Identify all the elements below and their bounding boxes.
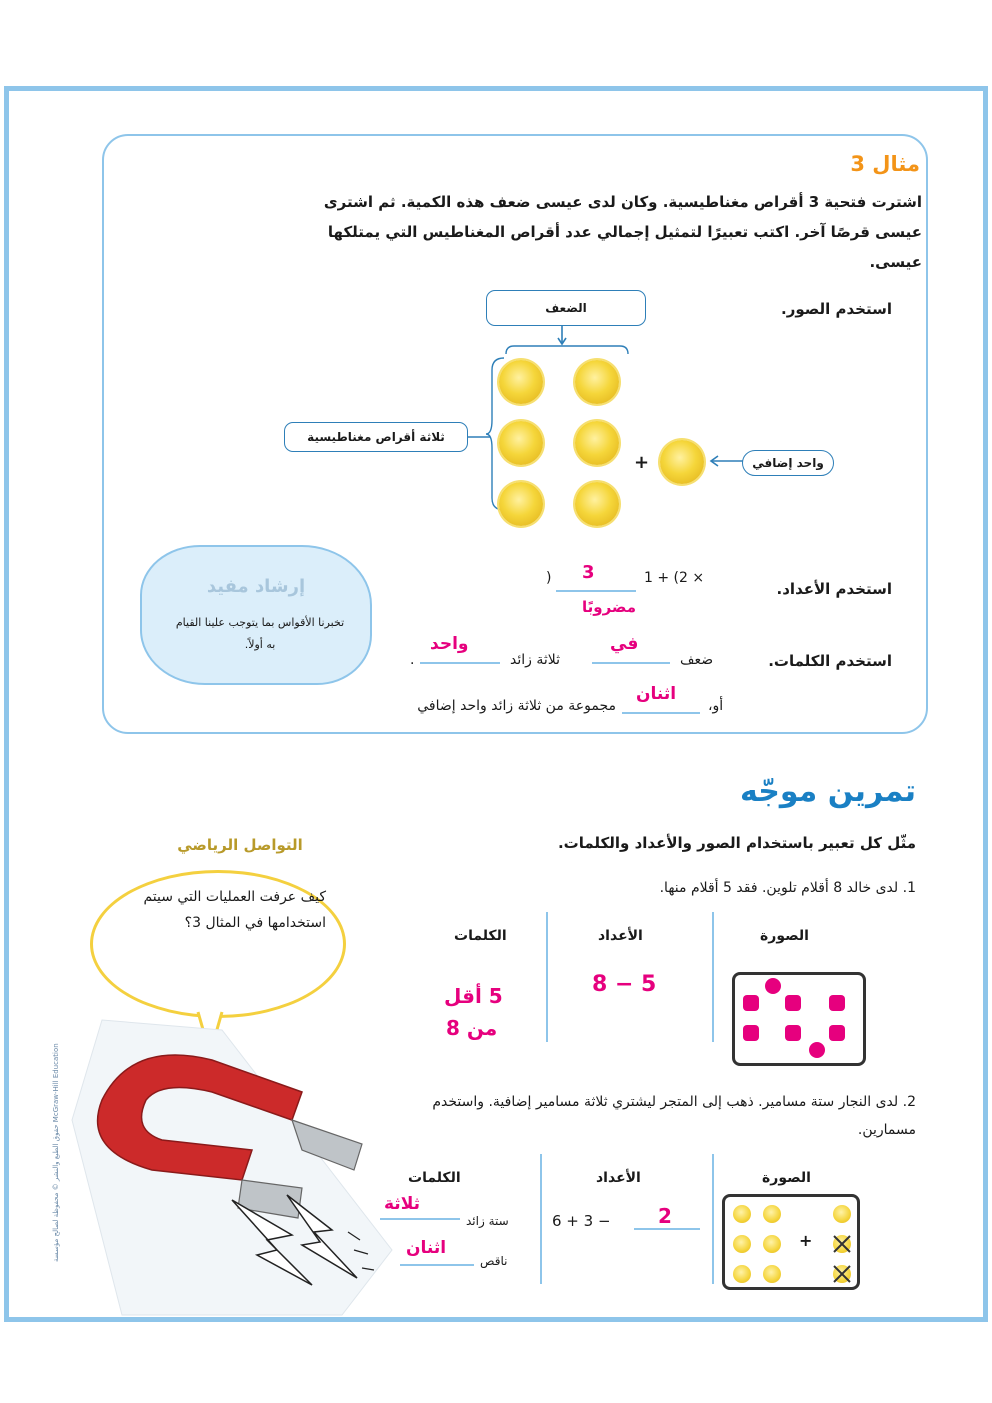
cross-mark-icon — [831, 1263, 853, 1285]
guided-instruction: مثّل كل تعبير باستخدام الصور والأعداد والكلمات. — [557, 834, 916, 852]
q2-words-blank2-value: اثنان — [406, 1238, 447, 1258]
hint-title: إرشاد مفيد — [206, 576, 306, 597]
cross-mark-icon — [831, 1233, 853, 1255]
q2-numbers-blank-line — [634, 1228, 700, 1230]
q2-number: 2. — [902, 1094, 916, 1110]
use-pictures-label: استخدم الصور. — [781, 300, 892, 318]
q2-numbers-blank-value: 2 — [658, 1204, 672, 1228]
sidebar-credit: حقوق الطبع والنشر © محفوظة لصالح مؤسسة McGraw-Hill Education — [52, 1043, 60, 1262]
q1-col-picture: الصورة — [760, 928, 809, 944]
q2-col-words: الكلمات — [408, 1170, 461, 1186]
dot — [733, 1205, 751, 1223]
q1-text — [496, 880, 916, 896]
q1-number: 1. — [902, 880, 916, 896]
expression-left: 1 + (2 × — [644, 570, 705, 586]
dot — [809, 1042, 825, 1058]
dot — [763, 1265, 781, 1283]
q1-divider-1 — [712, 912, 714, 1042]
or-blank-value: اثنان — [636, 684, 677, 704]
example-problem: اشترت فتحية 3 أقراص مغناطيسية. وكان لدى عيسى ضعف هذه الكمية. ثم اشترى عيسى قرصًا آخر. اكتب تعبيرًا لتمثيل إجمالي عدد أقراص المغناطيس التي يمتلكها عيسى. — [323, 193, 922, 271]
q2-statement: لدى النجار ستة مسامير. ذهب إلى المتجر ليشتري ثلاثة مسامير إضافية. واستخدم مسمارين. — [432, 1094, 916, 1138]
expression-blank-value: 3 — [582, 562, 595, 583]
dot — [765, 978, 781, 994]
coin — [499, 421, 543, 465]
q2-words-line1-prefix: ستة زائد — [466, 1214, 509, 1228]
double-label: الضعف — [486, 290, 646, 326]
q2-picture-card — [722, 1194, 860, 1290]
crossed-dot — [743, 995, 759, 1011]
q2-words-line2-prefix: ناقص — [480, 1254, 508, 1268]
coin — [575, 482, 619, 526]
or-blank-line — [622, 712, 700, 714]
words-blank1-value: في — [610, 634, 639, 654]
q2-plus-sign: + — [799, 1231, 813, 1250]
words-part1: ضعف — [680, 652, 714, 668]
coin — [499, 482, 543, 526]
guided-title: تمرين موجّه — [740, 774, 916, 809]
coin — [575, 360, 619, 404]
coin — [499, 360, 543, 404]
crossed-dot — [785, 1025, 801, 1041]
expression-blank-line — [556, 590, 636, 592]
q2-words-blank1-value: ثلاثة — [384, 1194, 420, 1214]
magnet-illustration — [62, 1000, 402, 1320]
words-blank2-value: واحد — [430, 634, 469, 654]
use-numbers-label: استخدم الأعداد. — [776, 580, 892, 598]
dot — [763, 1205, 781, 1223]
q2-words-blank2-line — [400, 1264, 474, 1266]
extra-one-label: واحد إضافي — [742, 450, 834, 476]
three-discs-label: ثلاثة أقراص مغناطيسية — [284, 422, 468, 452]
q1-col-numbers: الأعداد — [598, 928, 643, 944]
q2-divider-2 — [540, 1154, 542, 1284]
q2-divider-1 — [712, 1154, 714, 1284]
or-text: مجموعة من ثلاثة زائد واحد إضافي — [417, 698, 616, 714]
q1-divider-2 — [546, 912, 548, 1042]
expression-right: ) — [546, 570, 552, 586]
words-blank2-line — [420, 662, 500, 664]
crossed-dot — [829, 995, 845, 1011]
speech-title: التواصل الرياضي — [177, 836, 303, 854]
crossed-dot — [785, 995, 801, 1011]
dot — [833, 1205, 851, 1223]
q1-picture-card — [732, 972, 866, 1066]
words-end: . — [410, 652, 415, 668]
dot — [763, 1235, 781, 1253]
q1-words-line1: 5 أقل — [444, 984, 503, 1008]
words-blank1-line — [592, 662, 670, 664]
double-bracket — [500, 326, 632, 356]
crossed-dot — [829, 1025, 845, 1041]
q1-numbers-answer: 8 − 5 — [592, 972, 657, 997]
crossed-dot — [743, 1025, 759, 1041]
example-title: مثال 3 — [850, 152, 920, 176]
coin — [575, 421, 619, 465]
speech-text: كيف عرفت العمليات التي سيتم استخدامها في المثال 3؟ — [143, 889, 326, 931]
extra-coin — [660, 440, 704, 484]
q2-numbers-left: 6 + 3 − — [552, 1212, 611, 1230]
dot — [733, 1265, 751, 1283]
q2-col-numbers: الأعداد — [596, 1170, 641, 1186]
q2-text — [416, 1088, 916, 1144]
q1-words-line2: من 8 — [446, 1016, 498, 1040]
plus-sign: + — [634, 452, 650, 473]
words-part2: ثلاثة زائد — [510, 652, 560, 668]
q2-col-picture: الصورة — [762, 1170, 811, 1186]
extra-arrow — [708, 454, 744, 468]
dot — [733, 1235, 751, 1253]
hint-text: تخبرنا الأقواس بما يتوجب علينا القيام به أولاً. — [175, 616, 345, 651]
q1-col-words: الكلمات — [454, 928, 507, 944]
q1-statement: لدى خالد 8 أقلام تلوين. فقد 5 أقلام منها. — [659, 880, 899, 896]
or-label: أو، — [708, 698, 724, 714]
use-words-label: استخدم الكلمات. — [768, 652, 892, 670]
multiplied-word: مضروبًا — [582, 598, 636, 616]
